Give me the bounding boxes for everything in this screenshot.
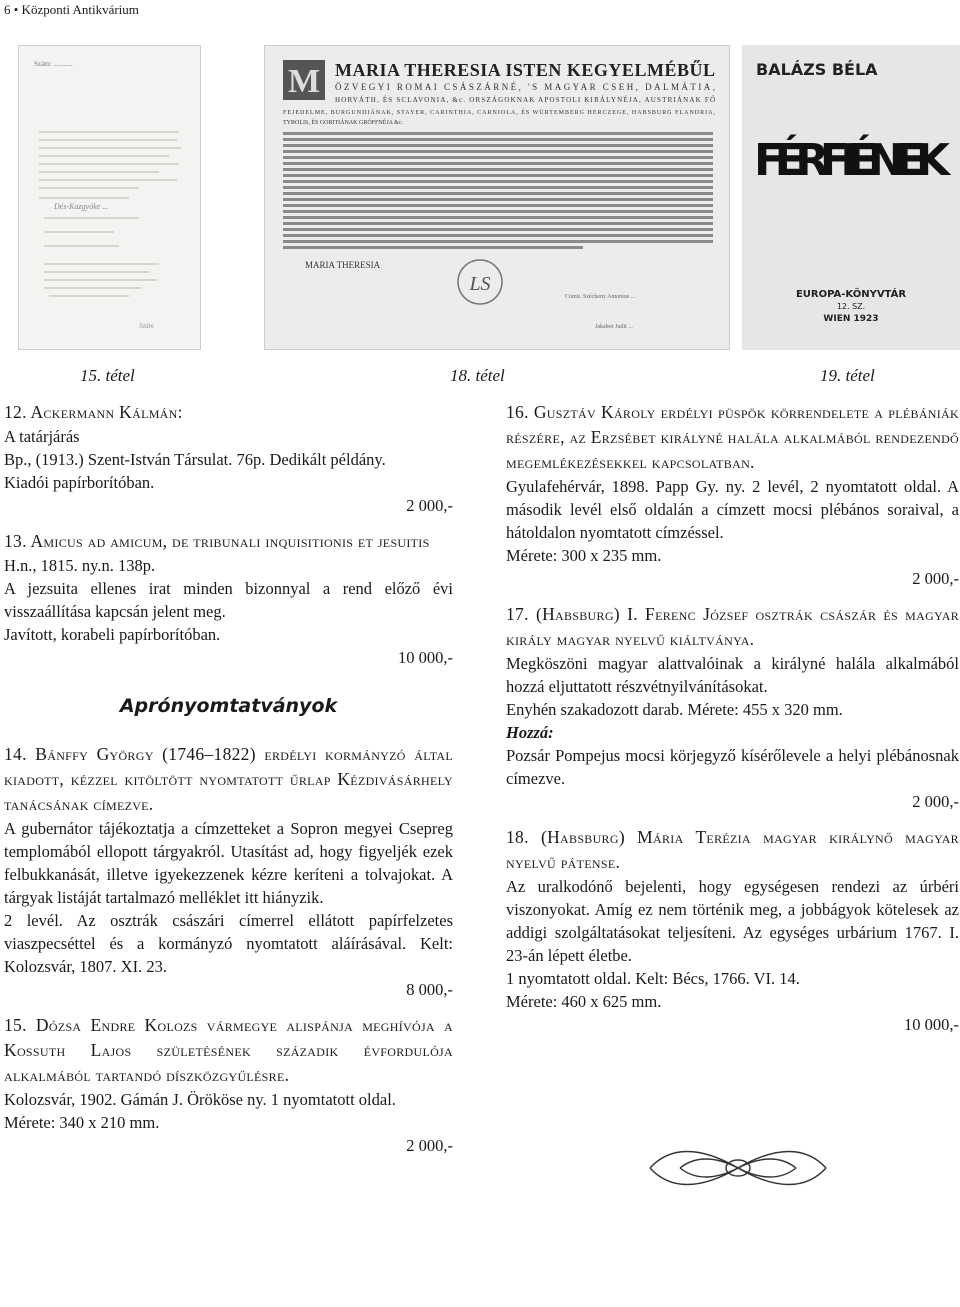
entry-17	[506, 602, 959, 813]
entry-line: Enyhén szakadozott darab. Mérete: 455 x 320 mm.	[506, 700, 843, 719]
entry-price: 2 000,-	[912, 792, 959, 811]
entry-title: 16. Gusztáv Károly erdélyi püspök körrendelete a plébániák részére, az Erzsébet királyné halála alkalmából rendezendő megemlékezésekkel kapcsolatban.	[506, 402, 959, 472]
entry-price: 2 000,-	[406, 496, 453, 515]
seal-monogram: LS	[469, 273, 491, 295]
entry-line: Pozsár Pompejus mocsi körjegyző kísérőlevele a helyi plébánosnak címezve.	[506, 746, 959, 788]
entry-line: Kiadói papírborítóban.	[4, 473, 155, 492]
caption-15: 15. tétel	[80, 366, 135, 385]
entry-title: 17. (Habsburg) I. Ferenc József osztrák császár és magyar király magyar nyelvű kiáltványa.	[506, 604, 959, 649]
entry-line: A tatárjárás	[4, 427, 80, 446]
cover-title: FÉRFIÉNEK	[754, 135, 950, 186]
entry-16	[506, 400, 959, 590]
entry-title: 12. Ackermann Kálmán:	[4, 402, 183, 422]
entry-price: 10 000,-	[398, 648, 453, 667]
doc-header-text: Szám: ...........	[34, 60, 73, 68]
doc-signature-line: Dés-Kazgyöke ...	[54, 202, 109, 211]
doc-signature: Szám	[139, 322, 154, 330]
handwritten-document-illustration	[19, 46, 201, 350]
entry-15	[4, 1013, 453, 1157]
book-cover-photo-19	[742, 45, 960, 350]
entry-price: 8 000,-	[406, 980, 453, 999]
left-column	[4, 400, 453, 1157]
entry-13	[4, 529, 453, 669]
cover-publisher: EUROPA-KÖNYVTÁR	[795, 289, 907, 300]
patent-title-line-3: HORVÁTH, ÉS SCLAVONIA, &c. ORSZÁGOKNAK APOSTOLI KIRÁLYNÉJA, AUSTRIÁNAK FŐ	[335, 96, 715, 104]
entry-line: 2 levél. Az osztrák császári címerrel ellátott papírfelzetes viaszpecséttel és a kormányzó nyomtatott aláírásával. Kelt: Kolozsvár, 1807. XI. 23.	[4, 911, 453, 976]
entry-line: A jezsuita ellenes irat minden bizonnyal a rend előző évi visszaállítása kapcsán jelent meg.	[4, 579, 453, 621]
patent-title-line-2: ÖZVEGYI ROMAI CSÁSZÁRNÉ, 'S MAGYAR CSEH, DALMÁTIA,	[335, 82, 715, 92]
entry-line: Mérete: 460 x 625 mm.	[506, 992, 662, 1011]
page-header: 6 • Központi Antikvárium	[4, 2, 139, 17]
cover-number: 12. SZ.	[836, 302, 866, 311]
entry-18	[506, 825, 959, 1036]
right-column	[506, 400, 959, 1036]
entry-price: 2 000,-	[912, 569, 959, 588]
entry-title: 13. Amicus ad amicum, de tribunali inquisitionis et jesuitis	[4, 531, 430, 551]
ornate-initial: M	[287, 63, 321, 100]
entry-line: Gyulafehérvár, 1898. Papp Gy. ny. 2 levél, 2 nyomtatott oldal. A második levél első oldalán a címzett mocsi plébános soraival, a hátoldalon nyomtatott címzéssel.	[506, 477, 959, 542]
entry-title: 14. Bánffy György (1746–1822) erdélyi kormányzó által kiadott, kézzel kitöltött nyomtatott űrlap Kézdivásárhely tanácsának címezve.	[4, 744, 453, 814]
cover-author: BALÁZS BÉLA	[756, 60, 878, 79]
caption-19: 19. tétel	[820, 366, 875, 385]
patent-title-line-4: FEJEDELME, BURGUNDIÁNAK, STAYER, CARINTHIA, CARNIOLA, ÉS WÜRTEMBERG HERCZEGE, HABSBURG FLANDRIA,	[283, 110, 715, 116]
patent-title-line-1: MARIA THERESIA ISTEN KEGYELMÉBŰL	[335, 60, 715, 80]
decorative-ornament-icon	[640, 1138, 836, 1198]
entry-line: H.n., 1815. ny.n. 138p.	[4, 556, 156, 575]
patent-countersign-2: Jakabor Judit ...	[595, 324, 633, 330]
entry-title: 18. (Habsburg) Mária Terézia magyar királynő magyar nyelvű pátense.	[506, 827, 959, 872]
hozza-label: Hozzá:	[506, 723, 554, 742]
patent-body-text-block	[283, 132, 713, 249]
entry-line: Az uralkodónő bejelenti, hogy egységesen rendezi az úrbéri viszonyokat. Amíg ez nem történik meg, a jobbágyok kötelesek az addigi szolgáltatásokat teljesíteni. Az egységes urbárium 1767. I. 23-án lépett életbe.	[506, 877, 959, 965]
entry-line: Javított, korabeli papírborítóban.	[4, 625, 221, 644]
cover-place: WIEN 1923	[823, 314, 879, 324]
document-photo-18	[264, 45, 730, 350]
patent-illustration	[265, 46, 730, 350]
entry-price: 10 000,-	[904, 1015, 959, 1034]
caption-18: 18. tétel	[450, 366, 505, 385]
patent-title-line-5: TYROLIS, ÉS GORITIÁNAK GRÓFFNÉJA &c.	[283, 120, 404, 126]
entry-12	[4, 400, 453, 517]
entry-line: Bp., (1913.) Szent-István Társulat. 76p. Dedikált példány.	[4, 450, 386, 469]
entry-title: 15. Dózsa Endre Kolozs vármegye alispánja meghívója a Kossuth Lajos születésének századik évfordulója alkalmából tartandó díszközgyűlésre.	[4, 1015, 453, 1085]
entry-line: Mérete: 300 x 235 mm.	[506, 546, 662, 565]
section-title: Aprónyomtatványok	[119, 695, 338, 717]
document-photo-15	[18, 45, 201, 350]
entry-line: Megköszöni magyar alattvalóinak a királyné halála alkalmából hozzá eljuttatott részvétnyilvánításokat.	[506, 654, 959, 696]
entry-14	[4, 742, 453, 1001]
entry-line: A gubernátor tájékoztatja a címzetteket a Sopron megyei Csepreg templomából ellopott tárgyakról. Utasítást ad, hogy figyeljék ezek felbukkanását, illetve igyekezzenek kézre keríteni a tolvajokat. A tárgyak listáját tartalmazó melléklet itt hiányzik.	[4, 819, 453, 907]
patent-countersign: Comit. Szécheny Antonius ...	[565, 294, 636, 300]
patent-signature: MARIA THERESIA	[305, 260, 381, 270]
entry-price: 2 000,-	[406, 1136, 453, 1155]
entry-line: Mérete: 340 x 210 mm.	[4, 1113, 160, 1132]
entry-line: 1 nyomtatott oldal. Kelt: Bécs, 1766. VI. 14.	[506, 969, 800, 988]
entry-line: Kolozsvár, 1902. Gámán J. Örököse ny. 1 nyomtatott oldal.	[4, 1090, 396, 1109]
book-cover-illustration	[742, 45, 960, 350]
